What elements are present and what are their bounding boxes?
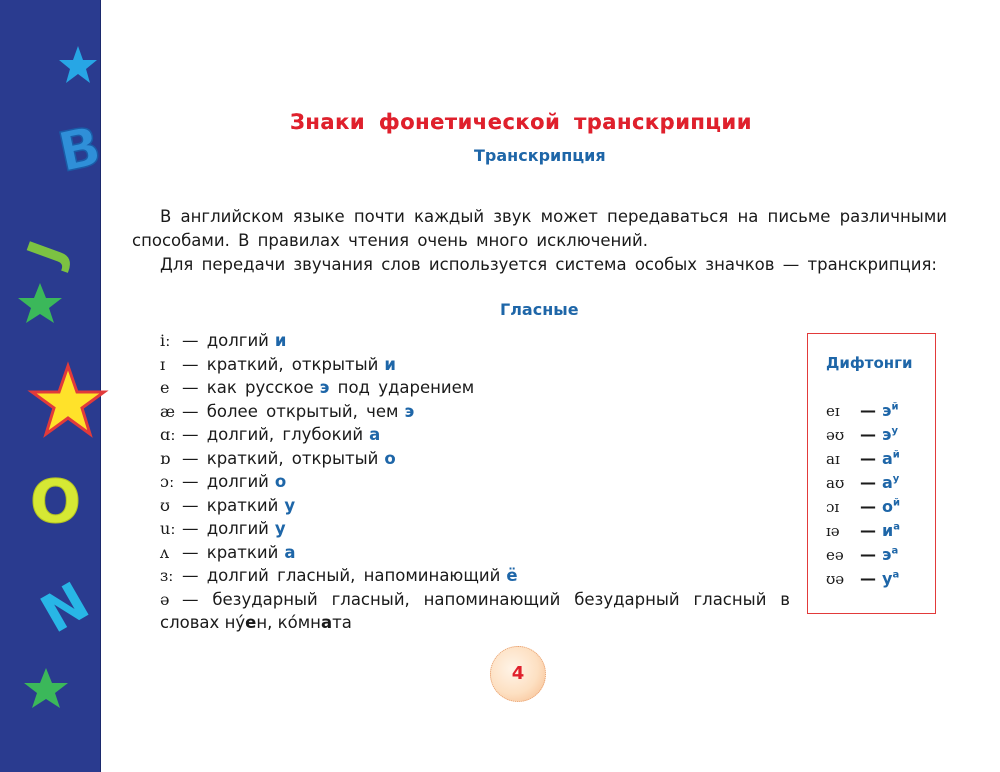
diphthongs-heading: Дифтонги (826, 354, 913, 372)
list-item: eɪ — $э^й$ (826, 396, 899, 420)
ipa-symbol: æ (160, 401, 176, 421)
ipa-symbol: eɪ (826, 402, 840, 421)
vowel-description: — безударный гласный, напоминающий безударный гласный в словах (160, 589, 790, 632)
decorative-side-band (0, 0, 107, 772)
paragraph-1-text: В английском языке почти каждый звук может передаваться на письме различными способами. В правилах чтения очень много исключений. (132, 207, 947, 250)
decor-letter-n: N (31, 571, 100, 646)
vowel-description: — долгий гласный, напоминающий (182, 566, 501, 585)
russian-sound: э (319, 378, 330, 397)
list-item: əʊ — $э^у$ (826, 420, 898, 444)
ipa-symbol: ʊə (826, 570, 845, 589)
paragraph-1 (132, 205, 947, 253)
russian-sound: у (284, 495, 296, 515)
decor-letter-j: J (16, 233, 78, 271)
russian-sound: о (384, 448, 396, 468)
ipa-symbol: ɒ (160, 448, 171, 468)
russian-sound: $э^а$ (882, 545, 899, 565)
russian-sound: ё (506, 566, 518, 585)
decor-letter-o: O (30, 467, 82, 537)
vowels-list (160, 329, 790, 635)
vowel-description: — краткий, открытый (182, 354, 379, 374)
vowel-description: — краткий (182, 495, 279, 515)
example-word-1: ну́ен, (224, 613, 273, 632)
russian-sound: о (274, 472, 287, 491)
ipa-symbol: e (160, 378, 170, 397)
russian-sound: и (384, 354, 396, 374)
list-item: aɪ — $а^й$ (826, 444, 900, 468)
page-title: Знаки фонетической транскрипции (290, 110, 752, 134)
ipa-symbol: ə (160, 589, 170, 609)
ipa-symbol: əʊ (826, 426, 845, 445)
ipa-symbol: aɪ (826, 450, 840, 469)
list-item (160, 400, 790, 424)
ipa-symbol: ɔɪ (826, 498, 840, 517)
list-item (160, 447, 790, 471)
ipa-symbol: ɜː (160, 566, 174, 585)
russian-sound: а (284, 542, 296, 562)
vowel-description: — долгий (182, 519, 269, 538)
example-word-2: ко́мната (277, 613, 352, 632)
ipa-symbol: ʌ (160, 542, 170, 562)
russian-sound: $и^а$ (882, 521, 900, 541)
list-item: aʊ — $а^у$ (826, 468, 899, 492)
decor-letter-b: B (52, 114, 107, 185)
list-item (160, 517, 790, 541)
list-item (160, 353, 790, 377)
paragraph-2 (132, 253, 947, 277)
vowel-description: — как русское (182, 378, 314, 397)
russian-sound: и (274, 331, 287, 350)
diphthongs-box (807, 333, 936, 614)
decor-art (0, 0, 107, 772)
ipa-symbol: ɔː (160, 472, 175, 491)
russian-sound: э (404, 401, 415, 421)
vowel-description: — долгий (182, 472, 269, 491)
vowel-description: — краткий, открытый (182, 448, 379, 468)
ipa-symbol: uː (160, 519, 176, 538)
ipa-symbol: ɪə (826, 522, 840, 541)
russian-sound: $а^й$ (882, 449, 900, 469)
vowel-description-tail: под ударением (337, 378, 475, 397)
list-item: ɪə — $и^а$ (826, 516, 900, 540)
list-item (160, 564, 790, 588)
page-number: 4 (490, 646, 546, 702)
vowel-description: — более открытый, чем (182, 401, 399, 421)
russian-sound: $о^й$ (882, 497, 901, 517)
russian-sound: $а^у$ (882, 473, 900, 493)
ipa-symbol: ʊ (160, 495, 170, 515)
vowel-description: — долгий, глубокий (182, 425, 364, 444)
ipa-symbol: ɪ (160, 354, 166, 374)
vowel-description: — долгий (182, 331, 269, 350)
vowel-description: — краткий (182, 542, 279, 562)
ipa-symbol: aʊ (826, 474, 845, 493)
russian-sound: у (274, 519, 286, 538)
list-item (160, 329, 790, 353)
list-item: eə — $э^а$ (826, 540, 898, 564)
ipa-symbol: iː (160, 331, 171, 350)
star-icon (32, 366, 104, 434)
star-icon (24, 668, 68, 708)
list-item (160, 470, 790, 494)
ipa-symbol: eə (826, 546, 844, 565)
list-item: ɔɪ — $о^й$ (826, 492, 900, 516)
vowels-heading: Гласные (500, 300, 579, 319)
list-item (160, 541, 790, 565)
list-item (160, 494, 790, 518)
star-icon (18, 283, 62, 323)
list-item: ʊə — $у^а$ (826, 564, 899, 588)
russian-sound: а (369, 425, 381, 444)
paragraph-2-text: Для передачи звучания слов используется система особых значков — транскрипция: (160, 255, 937, 274)
list-item (160, 376, 790, 400)
russian-sound: $э^й$ (882, 401, 899, 421)
russian-sound: $у^а$ (882, 569, 900, 589)
list-item (160, 423, 790, 447)
ipa-symbol: ɑː (160, 425, 176, 444)
section-subtitle: Транскрипция (474, 146, 606, 165)
star-icon (59, 46, 97, 83)
russian-sound: $э^у$ (882, 425, 899, 445)
list-item (160, 588, 790, 635)
